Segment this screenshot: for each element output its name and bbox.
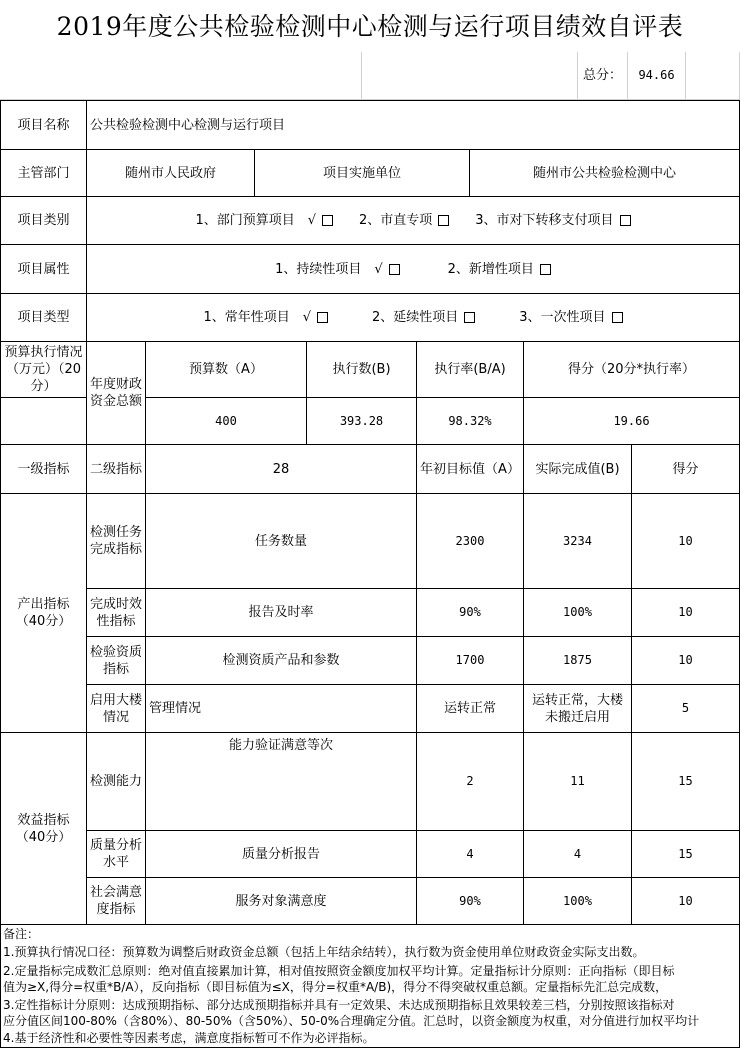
blank-cell [362, 52, 578, 100]
output-actual: 1875 [523, 636, 632, 685]
benefit-indicator-label: 效益指标（40分） [0, 732, 87, 925]
benefit-l3: 服务对象满意度 [145, 877, 417, 925]
benefit-score: 10 [631, 877, 740, 925]
attribute-option-2: 2、新增性项目 [447, 261, 534, 277]
output-score: 10 [631, 493, 740, 589]
budget-value-a: 400 [145, 397, 307, 445]
benefit-l2: 检测能力 [86, 732, 146, 831]
checkbox[interactable] [620, 215, 631, 226]
benefit-l2: 质量分析水平 [86, 830, 146, 878]
type-label: 项目类型 [0, 293, 87, 342]
notes-heading: 备注： [3, 927, 40, 941]
output-target: 运转正常 [416, 684, 524, 733]
attribute-options [86, 244, 740, 294]
benefit-target: 90% [416, 877, 524, 925]
output-l3: 管理情况 [145, 684, 417, 733]
type-option-1: 1、常年性项目 √ [203, 310, 311, 325]
note-line: 2.定量指标完成数汇总原则：绝对值直接累加计算，相对值按照资金额度加权平均计算。定量指标计分原则：正向指标（即目标 [3, 964, 675, 978]
actual-header: 实际完成值(B) [523, 444, 632, 494]
page-title: 2019年度公共检验检测中心检测与运行项目绩效自评表 [56, 11, 684, 41]
benefit-target: 4 [416, 830, 524, 878]
output-l3: 报告及时率 [145, 588, 417, 637]
output-l2: 检验资质指标 [86, 636, 146, 685]
checkbox[interactable] [464, 312, 475, 323]
output-actual: 运转正常，大楼未搬迁启用 [523, 684, 632, 733]
attribute-option-1: 1、持续性项目 √ [275, 261, 383, 277]
notes-box [0, 924, 740, 1048]
budget-label: 预算执行情况（万元）（20分） [0, 341, 87, 398]
output-l2: 检测任务完成指标 [86, 493, 146, 589]
category-options [86, 196, 740, 245]
dept-label: 主管部门 [0, 149, 87, 197]
target-header: 年初目标值（A） [416, 444, 524, 494]
benefit-target: 2 [416, 732, 524, 831]
benefit-actual: 100% [523, 877, 632, 925]
indicator-l1-header: 一级指标 [0, 444, 87, 494]
checkbox[interactable] [322, 215, 333, 226]
output-score: 10 [631, 588, 740, 637]
indicator-l2-header: 二级指标 [86, 444, 146, 494]
budget-header-a: 预算数（A） [145, 341, 307, 398]
note-line: 1.预算执行情况口径：预算数为调整后财政资金总额（包括上年结余结转），执行数为资金使用单位财政资金实际支出数。 [3, 945, 645, 959]
checkbox[interactable] [317, 312, 328, 323]
type-options [86, 293, 740, 342]
indicator-l3-header: 28 [145, 444, 417, 494]
blank-cell [0, 397, 87, 445]
benefit-l3: 能力验证满意等次 [145, 732, 417, 831]
budget-value-score: 19.66 [523, 397, 740, 445]
category-label: 项目类别 [0, 196, 87, 245]
total-label: 总分： [578, 52, 628, 100]
checkbox[interactable] [540, 264, 551, 275]
attribute-label: 项目属性 [0, 244, 87, 294]
category-option-3: 3、市对下转移支付项目 [475, 213, 614, 228]
output-l3: 检测资质产品和参数 [145, 636, 417, 685]
note-line: 值为≥X,得分=权重*B/A），反向指标（即目标值为≤X，得分=权重*A/B)，得分不得突破权重总额。定量指标先汇总完成数， [3, 980, 668, 994]
budget-header-rate: 执行率(B/A) [416, 341, 524, 398]
score-header: 得分 [631, 444, 740, 494]
benefit-l2: 社会满意度指标 [86, 877, 146, 925]
benefit-actual: 11 [523, 732, 632, 831]
project-name-label: 项目名称 [0, 100, 87, 150]
note-line: 应分值区间100-80%（含80%）、80-50%（含50%）、50-0%合理确定分值。汇总时，以资金额度为权重，对分值进行加权平均计 [3, 1014, 700, 1028]
category-option-1: 1、部门预算项目 √ [195, 213, 316, 228]
benefit-actual: 4 [523, 830, 632, 878]
output-l2: 完成时效性指标 [86, 588, 146, 637]
total-value: 94.66 [628, 52, 686, 100]
output-actual: 3234 [523, 493, 632, 589]
type-option-3: 3、一次性项目 [519, 310, 606, 325]
category-option-2: 2、市直专项 [359, 213, 433, 228]
blank-cell [0, 52, 362, 100]
output-l2: 启用大楼情况 [86, 684, 146, 733]
dept-value: 随州市人民政府 [86, 149, 255, 197]
benefit-l3: 质量分析报告 [145, 830, 417, 878]
output-target: 2300 [416, 493, 524, 589]
output-l3: 任务数量 [145, 493, 417, 589]
output-actual: 100% [523, 588, 632, 637]
benefit-score: 15 [631, 732, 740, 831]
checkbox[interactable] [612, 312, 623, 323]
budget-header-b: 执行数(B) [306, 341, 417, 398]
output-score: 10 [631, 636, 740, 685]
checkbox[interactable] [389, 264, 400, 275]
blank-cell [686, 52, 740, 100]
budget-header-score: 得分（20分*执行率） [523, 341, 740, 398]
fund-total-label: 年度财政资金总额 [86, 341, 146, 445]
note-line: 3.定性指标计分原则：达成预期指标、部分达成预期指标并具有一定效果、未达成预期指标且效果较差三档，分别按照该指标对 [3, 998, 675, 1012]
benefit-score: 15 [631, 830, 740, 878]
output-target: 90% [416, 588, 524, 637]
type-option-2: 2、延续性项目 [372, 310, 459, 325]
impl-label: 项目实施单位 [254, 149, 470, 197]
checkbox[interactable] [438, 215, 449, 226]
output-indicator-label: 产出指标（40分） [0, 493, 87, 733]
impl-value: 随州市公共检验检测中心 [469, 149, 740, 197]
note-line: 4.基于经济性和必要性等因素考虑，满意度指标暂可不作为必评指标。 [3, 1031, 375, 1045]
budget-value-rate: 98.32% [416, 397, 524, 445]
output-score: 5 [631, 684, 740, 733]
output-target: 1700 [416, 636, 524, 685]
project-name-value: 公共检验检测中心检测与运行项目 [86, 100, 740, 150]
budget-value-b: 393.28 [306, 397, 417, 445]
